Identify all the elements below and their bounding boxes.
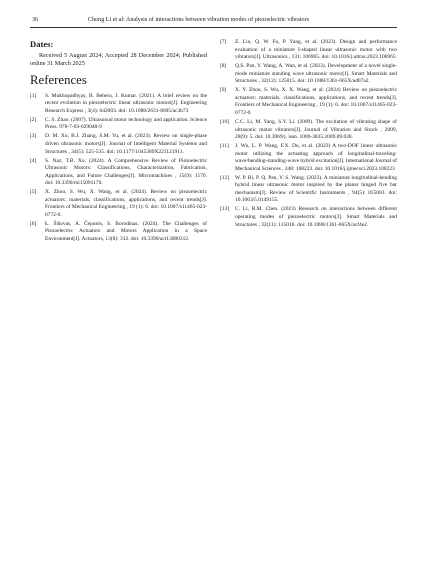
reference-item (30, 158, 207, 188)
reference-text: S. Naz, T.B. Xu. (2024). A Comprehensive Review of Piezoelectric Ultrasonic Motors: Classifications, Characterization, Fabrication, Applications, and Future Challenges[J]. Micromachines , 15(9): 1170. doi: 10.3390/mi15091170. (45, 157, 207, 187)
reference-item (220, 63, 397, 86)
reference-item (30, 189, 207, 219)
reference-number: [7] (220, 39, 227, 45)
reference-item (220, 175, 397, 205)
reference-text: X. Zhou, S. Wu, X. Wang, et al. (2024). Review on piezoelectric actuators: materials, classifications, applications, and recent trends[J]. Frontiers of Mechanical Engineering , 19 (1): 6. doi: 10.1007/s11465-023-0772-0. (45, 189, 207, 218)
reference-number: [12] (220, 174, 230, 181)
reference-number: [10] (220, 118, 230, 125)
reference-text: S. Mukhopadhyay, B. Behera, J. Kumar. (2021). A brief review on the recent evolution in piezoelectric linear ultrasonic motors[J]. Engineering Research Express , 3(4): 042003. doi: 10.1088/2631-8695/ac3b73 (45, 92, 207, 114)
reference-list-right (220, 39, 397, 229)
reference-text: D. M. Xu, B.J. Zhang, S.M. Yu, et al. (2023). Review on single-phase driven ultrasonic motors[J]. Journal of Intelligent Material Systems and Structures , 34(5): 525-535. doi: 10.1177/1045389X221121911. (45, 133, 207, 155)
reference-item (220, 87, 397, 117)
reference-item (30, 93, 207, 116)
reference-text: C.C. Li, M. Yang, S.Y. Li. (2009). The excitation of vibrating shape of ultrasonic motor vibrators[J]. Journal of Vibration and Shock , 2009, 28(9): 5. doi: 10.3969/j. issn. 1000-3835.2009.09.038. (235, 118, 397, 141)
left-column (30, 39, 207, 245)
reference-text: W. P. Bi, P. Q. Pan, Y. S. Wang. (2023). A miniature longitudinal-bending hybrid linear ultrasonic motor inspired by the planar hinged five bar mechanism[J]. Review of Scientific Instruments , 94(5): 055003. doi: 10.1063/5.0149155. (235, 174, 397, 204)
page-number: 36 (32, 17, 39, 23)
dates-text: Received 5 August 2024; Accepted 28 December 2024; Published online 31 March 2025 (30, 51, 207, 67)
reference-number: [6] (30, 220, 37, 227)
reference-number: [13] (220, 206, 230, 213)
reference-number: [3] (30, 133, 37, 140)
reference-text: J. Wu, L. P. Wang, F.X. Du, et al. (2023) A two-DOF linear ultrasonic motor utilizing the actuating approach of longitudinal-traveling-wave/bending-standing-wave hybrid excitation[J]. International Journal of Mechanical Sciences , 248: 108223. doi: 10.1016/j.ijmecsci.2023.108223 (235, 143, 397, 172)
running-head: Chong Li et al: Analysis of interactions between vibration modes of piezoelectric vibrators (88, 17, 310, 23)
reference-item (220, 119, 397, 142)
page-header (30, 15, 397, 28)
reference-number: [2] (30, 116, 37, 123)
reference-item (30, 133, 207, 156)
reference-number: [9] (220, 87, 227, 94)
reference-text: Q.S. Pan, Y. Wang, A. Wan, et al. (2023). Development of a novel single-mode miniature standing wave ultrasonic motor[J]. Smart Materials and Structures , 32(12): 125015. doi: 10.1088/1361-665X/ad07a2. (235, 63, 397, 85)
reference-number: [11] (220, 143, 229, 150)
reference-number: [4] (30, 157, 37, 164)
reference-item (220, 143, 397, 173)
reference-item (30, 117, 207, 132)
reference-text: Z. Liu, Q. W. Fu, P. Yang, et al. (2023). Design and performance evaluation of a miniature I-shaped linear ultrasonic motor with two vibrators[J]. Ultrasonics , 131: 106965. doi: 10.1016/j.ultras.2023.106965. (235, 39, 397, 61)
reference-text: X. Y. Zhou, S. Wu, X. X. Wang, et al. (2024) Review on piezoelectric actuators: materials, classifications, applications, and recent trends[J]. Frontiers of Mechanical Engineering , 19 (1): 6. doi: 10.1007/s11465-023-0772-0. (235, 87, 397, 116)
reference-text: C. Li, R.M. Chen. (2023) Research on interactions between different operating modes of piezoelectric motors[J]. Smart Materials and Structures , 32(11): 115016. doi: 10.1088/1361-665X/acf4e2. (235, 206, 397, 228)
reference-list-left (30, 93, 207, 244)
reference-number: [1] (30, 92, 37, 99)
right-column (220, 39, 397, 231)
reference-item (220, 206, 397, 229)
dates-heading: Dates: (30, 39, 54, 49)
reference-number: [8] (220, 63, 227, 70)
reference-item (30, 221, 207, 244)
reference-number: [5] (30, 189, 37, 196)
references-heading: References (30, 72, 87, 87)
reference-text: C. S. Zhao. (2007). Ultrasonud motor technology and application. Science Press. 978-7-03-029048-9 (45, 116, 207, 131)
reference-item (220, 39, 397, 62)
reference-text: Ł. Šišovas, A. Čeponis, S. Borodinas. (2024). The Challenges of Piezoelectric Actuators and Motors Application in a Space Environment[J]. Actuators, 13(8): 312. doi: 10.3390/act13080312. (45, 220, 207, 243)
